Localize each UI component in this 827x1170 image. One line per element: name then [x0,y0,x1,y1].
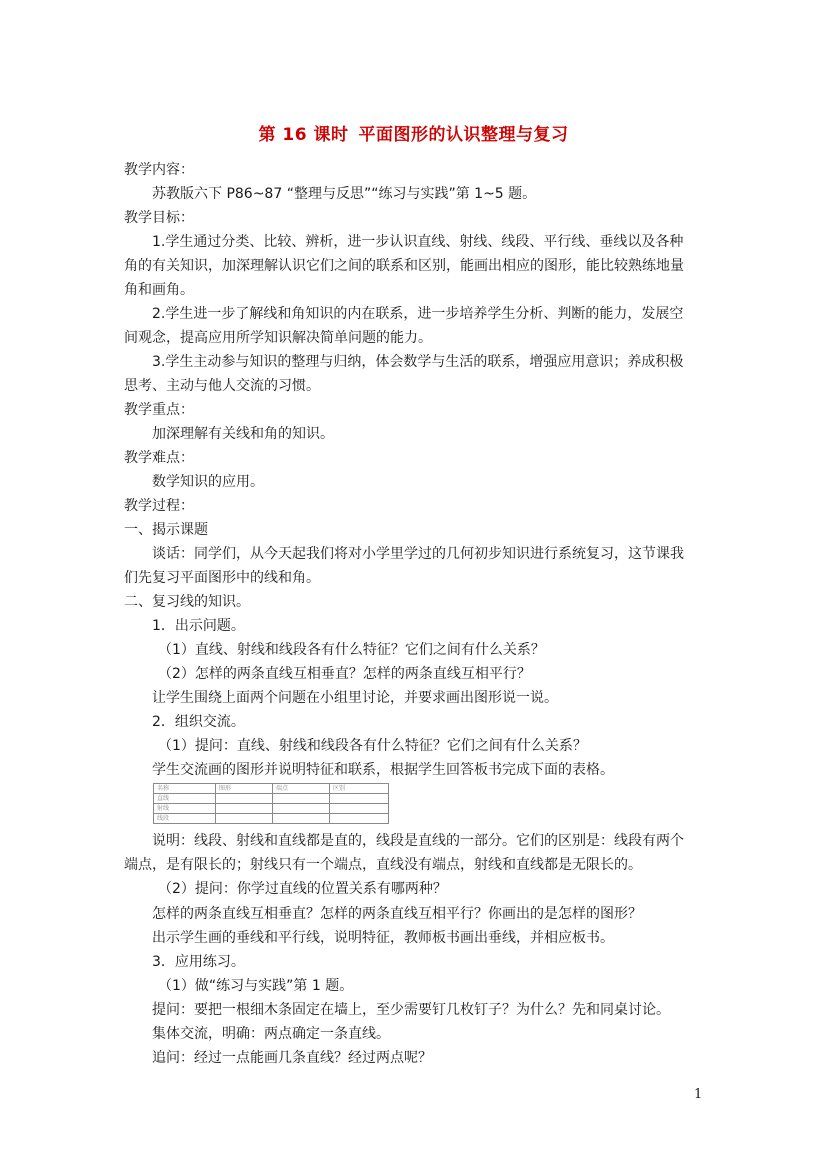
paragraph-line: 间观念，提高应用所学知识解决简单问题的能力。 [124,330,432,346]
table-header-row [154,784,389,794]
table-header-cell: 端点 [273,784,330,794]
paragraph-line: 2．组织交流。 [152,714,245,730]
paragraph-line: 让学生围绕上面两个问题在小组里讨论，并要求画出图形说一说。 [152,690,558,706]
paragraph-line: 1.学生通过分类、比较、辨析，进一步认识直线、射线、线段、平行线、垂线以及各种 [152,234,684,250]
paragraph-line: 角和画角。 [124,282,194,298]
table-cell: 射线 [154,804,216,814]
table-cell: 直线 [154,794,216,804]
paragraph-line: 追问：经过一点能画几条直线？经过两点呢？ [152,1050,432,1066]
section-heading: 教学过程： [124,498,194,514]
paragraph-line: 教学目标： [124,210,194,226]
table-row [154,804,389,814]
paragraph-line: 学生交流画的图形并说明特征和联系，根据学生回答板书完成下面的表格。 [152,762,614,778]
table-header-cell: 区别 [330,784,389,794]
lesson-topic: 平面图形的认识整理与复习 [358,125,569,145]
paragraph-line: 集体交流，明确：两点确定一条直线。 [152,1026,390,1042]
paragraph-line: 端点，是有限长的；射线只有一个端点，直线没有端点，射线和直线都是无限长的。 [124,857,642,873]
paragraph-line: 3.学生主动参与知识的整理与归纳，体会数学与生活的联系，增强应用意识；养成积极 [152,354,684,370]
paragraph-line: 们先复习平面图形中的线和角。 [124,570,320,586]
paragraph-line: 思考、主动与他人交流的习惯。 [124,378,320,394]
table-cell [330,814,389,824]
section-heading: 教学重点： [124,402,194,418]
section-heading: 二、复习线的知识。 [124,594,250,610]
section-heading: 教学难点： [124,450,194,466]
table-cell [216,814,273,824]
paragraph-line: 说明：线段、射线和直线都是直的，线段是直线的一部分。它们的区别是：线段有两个 [152,833,684,849]
paragraph-line: 教学内容： [124,162,194,178]
paragraph-line: 数学知识的应用。 [152,474,264,490]
table-cell [216,794,273,804]
page-number: 1 [694,1087,703,1102]
table-cell [273,804,330,814]
paragraph-line: 提问：要把一根细木条固定在墙上，至少需要钉几枚钉子？为什么？先和同桌讨论。 [152,1002,670,1018]
paragraph-line: 谈话：同学们，从今天起我们将对小学里学过的几何初步知识进行系统复习，这节课我 [152,546,684,562]
table-row [154,794,389,804]
paragraph-line: 3．应用练习。 [152,954,245,970]
section-heading: 一、揭示课题 [124,522,208,538]
comparison-table [153,783,389,824]
paragraph-line: 苏教版六下 P86~87 “整理与反思”“练习与实践”第 1~5 题。 [152,186,537,202]
paragraph-line: 怎样的两条直线互相垂直？怎样的两条直线互相平行？你画出的是怎样的图形？ [152,906,642,922]
table-cell [216,804,273,814]
table-header-cell: 图形 [216,784,273,794]
paragraph-line: 1．出示问题。 [152,618,245,634]
paragraph-line: 出示学生画的垂线和平行线，说明特征，教师板书画出垂线，并相应板书。 [152,930,614,946]
lesson-number: 第 16 课时 [258,125,349,145]
paragraph-line: 角的有关知识，加深理解认识它们之间的联系和区别，能画出相应的图形，能比较熟练地量 [124,258,684,274]
table-cell [330,794,389,804]
paragraph-line: （2）提问：你学过直线的位置关系有哪两种？ [158,881,447,897]
table-cell [273,814,330,824]
table-cell [273,794,330,804]
paragraph-line: 加深理解有关线和角的知识。 [152,426,334,442]
table-header-cell: 名称 [154,784,216,794]
paragraph-line: （1）做“练习与实践”第 1 题。 [158,978,354,994]
paragraph-line: （2）怎样的两条直线互相垂直？怎样的两条直线互相平行？ [158,666,531,682]
paragraph-line: （1）直线、射线和线段各有什么特征？它们之间有什么关系？ [158,642,545,658]
paragraph-line: （1）提问：直线、射线和线段各有什么特征？它们之间有什么关系？ [158,738,587,754]
table-cell: 线段 [154,814,216,824]
table-row [154,814,389,824]
paragraph-line: 2.学生进一步了解线和角知识的内在联系，进一步培养学生分析、判断的能力，发展空 [152,306,684,322]
table-cell [330,804,389,814]
page-title [0,120,827,145]
